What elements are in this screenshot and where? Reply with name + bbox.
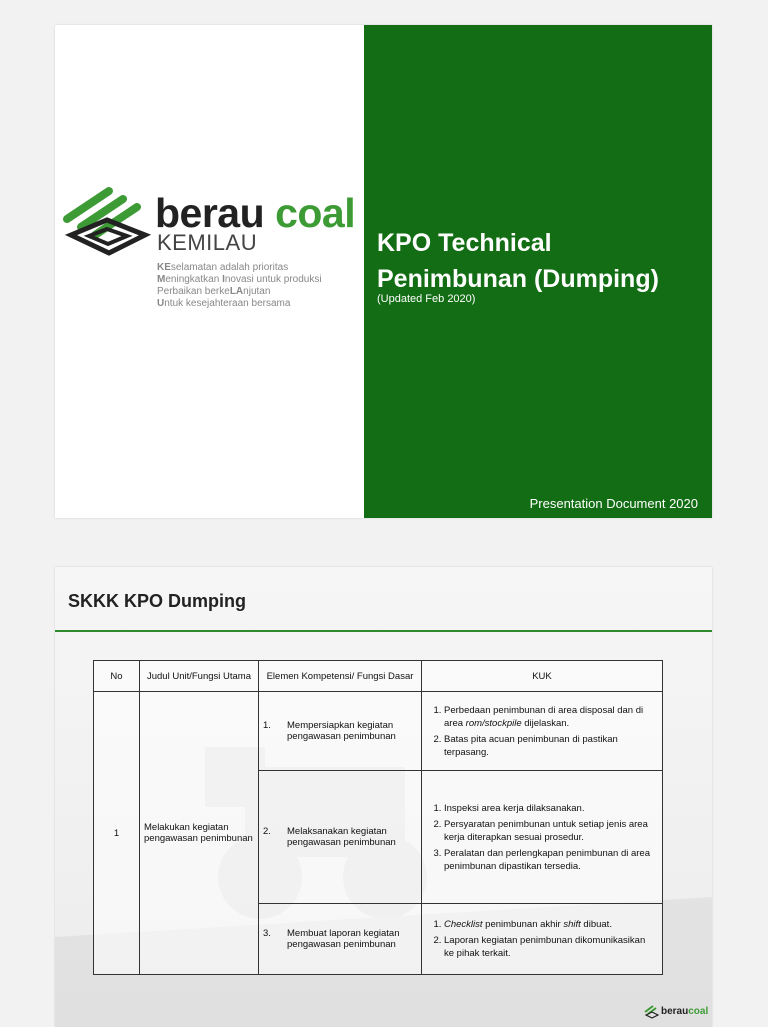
cell-elemen: 3. Membuat laporan kegiatan pengawasan penimbunan xyxy=(259,904,422,975)
cell-no: 1 xyxy=(94,692,140,975)
tagline-2: Meningkatkan Inovasi untuk produksi xyxy=(157,274,322,285)
tagline-1: KEselamatan adalah prioritas xyxy=(157,262,289,273)
footer-brand-wordmark: beraucoal xyxy=(661,1006,709,1017)
header-judul: Judul Unit/Fungsi Utama xyxy=(140,661,259,692)
logo-panel xyxy=(55,25,364,518)
title-divider xyxy=(55,630,712,632)
berau-coal-logo-icon xyxy=(61,185,151,260)
table-header-row xyxy=(94,661,663,692)
skkk-slide xyxy=(55,567,712,1027)
cell-kuk xyxy=(422,904,663,975)
presentation-footer: Presentation Document 2020 xyxy=(529,496,698,511)
tagline-4: Untuk kesejahteraan bersama xyxy=(157,298,291,309)
cell-judul: Melakukan kegiatan pengawasan penimbunan xyxy=(140,692,259,975)
title-slide xyxy=(55,25,712,518)
title-panel xyxy=(364,25,712,518)
kuk-item: 2. Persyaratan penimbunan untuk setiap jenis area kerja diterapkan sesuai prosedur. xyxy=(444,818,656,844)
kuk-item: 1. Inspeksi area kerja dilaksanakan. xyxy=(444,802,656,815)
cell-kuk xyxy=(422,692,663,771)
table-row xyxy=(94,692,663,771)
header-kuk: KUK xyxy=(422,661,663,692)
header-elemen: Elemen Kompetensi/ Fungsi Dasar xyxy=(259,661,422,692)
cell-elemen: 1. Mempersiapkan kegiatan pengawasan penimbunan xyxy=(259,692,422,771)
header-no: No xyxy=(94,661,140,692)
brand-wordmark: berau coal xyxy=(155,190,356,236)
brand-subtitle: KEMILAU xyxy=(157,230,258,255)
kuk-item: 1. Checklist penimbunan akhir shift dibuat. xyxy=(444,918,656,931)
cell-kuk xyxy=(422,771,663,904)
berau-coal-logo-icon xyxy=(644,1005,660,1019)
kuk-item: 2. Laporan kegiatan penimbunan dikomunikasikan ke pihak terkait. xyxy=(444,934,656,960)
tagline-3: Perbaikan berkeLAnjutan xyxy=(157,286,271,297)
kuk-item: 2. Batas pita acuan penimbunan di pastikan terpasang. xyxy=(444,733,656,759)
footer-logo xyxy=(644,1005,709,1021)
skkk-table xyxy=(93,660,663,975)
slide-title: KPO Technical Penimbunan (Dumping) xyxy=(377,229,659,293)
slide-title: SKKK KPO Dumping xyxy=(68,591,246,611)
taglines xyxy=(157,262,322,310)
kuk-item: 3. Peralatan dan perlengkapan penimbunan di area penimbunan dipastikan tersedia. xyxy=(444,847,656,873)
updated-date: (Updated Feb 2020) xyxy=(377,293,476,305)
kuk-item: 1. Perbedaan penimbunan di area disposal dan di area rom/stockpile dijelaskan. xyxy=(444,704,656,730)
cell-elemen: 2. Melaksanakan kegiatan pengawasan penimbunan xyxy=(259,771,422,904)
